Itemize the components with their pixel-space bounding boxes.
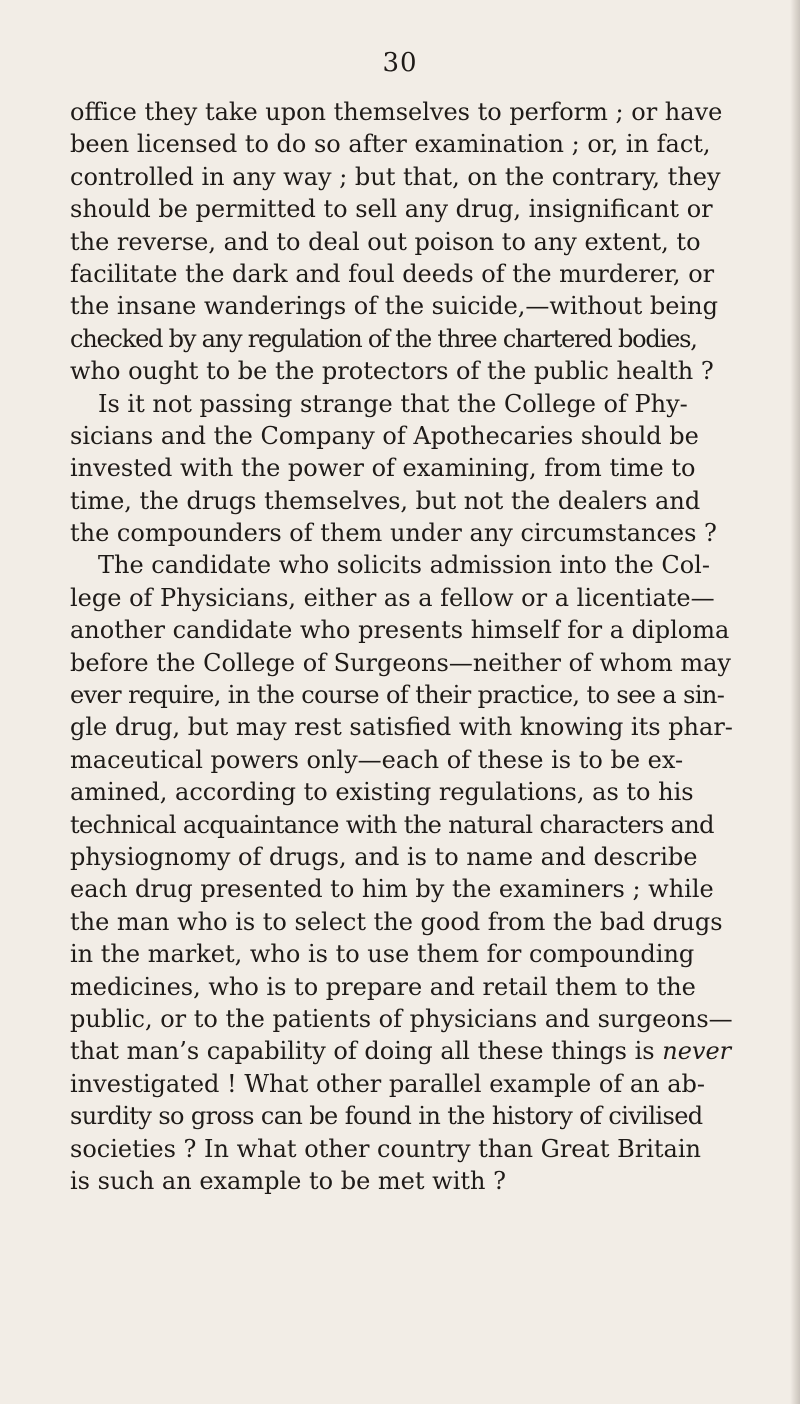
text-line-segment: that man’s capability of doing all these things is: [70, 1037, 663, 1066]
text-line: sicians and the Company of Apothecaries should be: [70, 421, 699, 450]
text-line: societies ? In what other country than Great Britain: [70, 1134, 701, 1163]
text-line: maceutical powers only—each of these is to be ex-: [70, 745, 684, 774]
body-text: [70, 96, 733, 1197]
text-line: time, the drugs themselves, but not the dealers and: [70, 486, 701, 515]
text-line: invested with the power of examining, from time to: [70, 454, 696, 483]
text-line: medicines, who is to prepare and retail them to the: [70, 972, 696, 1001]
text-line: technical acquaintance with the natural characters and: [70, 810, 714, 839]
text-line: each drug presented to him by the examiners ; while: [70, 875, 714, 904]
text-line: before the College of Surgeons—neither of whom may: [70, 648, 731, 677]
page-edge-shadow: [790, 0, 800, 1404]
text-line: the compounders of them under any circumstances ?: [70, 519, 717, 548]
text-line: investigated ! What other parallel example of an ab-: [70, 1069, 706, 1098]
text-line: the insane wanderings of the suicide,—without being: [70, 292, 718, 321]
text-line: in the market, who is to use them for compounding: [70, 940, 695, 969]
paragraph-start-line: Is it not passing strange that the College of Phy-: [98, 389, 688, 418]
text-line: physiognomy of drugs, and is to name and describe: [70, 842, 698, 871]
text-line: been licensed to do so after examination ; or, in fact,: [70, 130, 711, 159]
paragraph-start-line: The candidate who solicits admission into the Col-: [98, 551, 710, 580]
text-line: ever require, in the course of their practice, to see a sin-: [70, 681, 725, 710]
text-line: office they take upon themselves to perform ; or have: [70, 98, 723, 126]
text-line: facilitate the dark and foul deeds of the murderer, or: [70, 259, 715, 288]
text-line: surdity so gross can be found in the history of civilised: [70, 1102, 703, 1131]
text-line: checked by any regulation of the three chartered bodies,: [70, 324, 697, 353]
page-number: 30: [382, 48, 418, 78]
text-line: should be permitted to sell any drug, insignificant or: [70, 195, 713, 224]
text-line: is such an example to be met with ?: [70, 1166, 506, 1195]
text-line: the man who is to select the good from the bad drugs: [70, 907, 723, 936]
text-line: controlled in any way ; but that, on the contrary, they: [70, 162, 721, 191]
text-line: [70, 1035, 733, 1067]
text-line: amined, according to existing regulations, as to his: [70, 778, 694, 807]
text-line: who ought to be the protectors of the public health ?: [70, 357, 714, 386]
text-line: the reverse, and to deal out poison to any extent, to: [70, 227, 701, 256]
text-line: gle drug, but may rest satisfied with knowing its phar-: [70, 713, 733, 742]
text-line: lege of Physicians, either as a fellow or a licentiate—: [70, 583, 715, 612]
italic-emphasis: never: [662, 1037, 732, 1066]
text-line: another candidate who presents himself for a diploma: [70, 616, 730, 645]
text-line: public, or to the patients of physicians and surgeons—: [70, 1004, 733, 1033]
